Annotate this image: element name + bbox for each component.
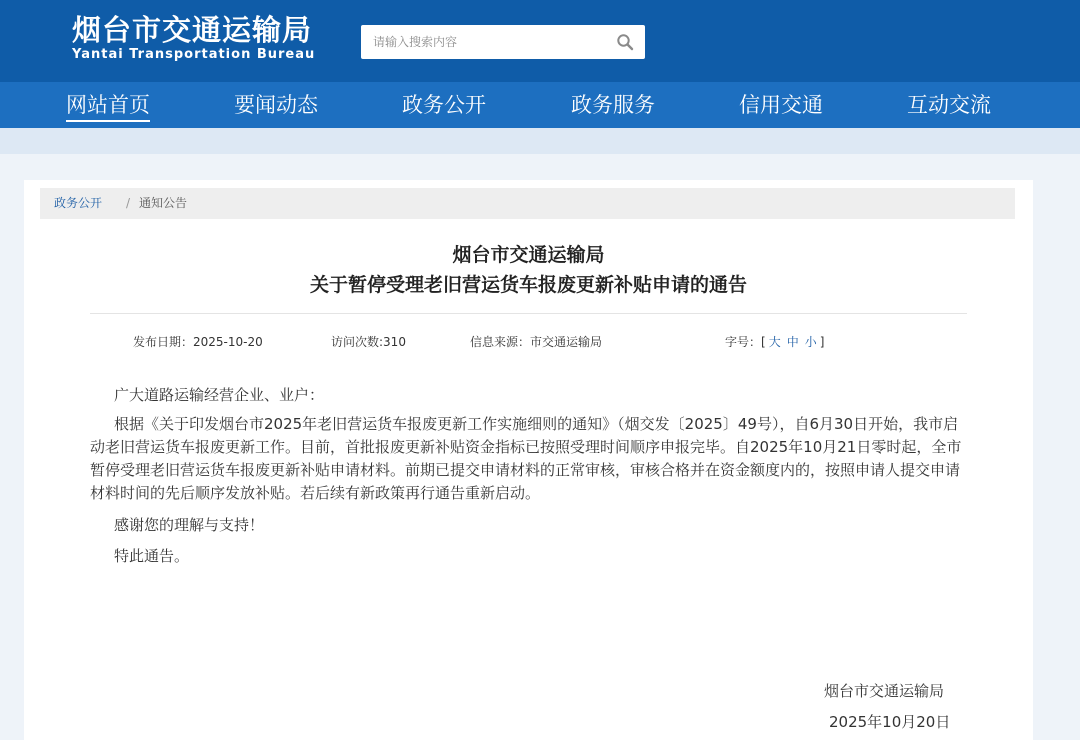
site-subtitle: Yantai Transportation Bureau [72, 47, 316, 62]
article-panel [24, 180, 1033, 740]
header-band [0, 128, 1080, 154]
nav-home[interactable]: 网站首页 [66, 82, 150, 128]
breadcrumb [40, 188, 1015, 219]
font-size-large-button[interactable]: 大 [768, 335, 781, 349]
font-size-close: ] [819, 335, 825, 349]
search-button[interactable] [611, 29, 639, 55]
article-title-org: 烟台市交通运输局 [452, 244, 605, 266]
font-size-label: 字号：[ [725, 335, 766, 349]
article-salutation: 广大道路运输经营企业、业户： [114, 386, 325, 404]
breadcrumb-current: 通知公告 [139, 196, 188, 210]
visit-count: 访问次数:310 [331, 335, 406, 349]
article-thanks: 感谢您的理解与支持！ [114, 516, 265, 534]
article-body: 根据《关于印发烟台市2025年老旧营运货车报废更新工作实施细则的通知》（烟交发〔2025〕49号），自6月30日开始，我市启动老旧营运货车报废更新工作。目前，首批报废更新补贴资金指标已按照受理时间顺序申报完毕。自2025年10月21日零时起，全市暂停受理老旧营运货车报废更新补贴申请材料。前期已提交申请材料的正常审核，审核合格并在资金额度内的，按照申请人提交申请材料时间的先后顺序发放补贴。若后续有新政策再行通告重新启动。 [90, 415, 962, 502]
nav-gov-services[interactable]: 政务服务 [571, 93, 655, 117]
article-closing: 特此通告。 [114, 547, 190, 565]
article-title: 关于暂停受理老旧营运货车报废更新补贴申请的通告 [309, 274, 747, 296]
nav-credit-transport[interactable]: 信用交通 [739, 93, 823, 117]
meta-divider [90, 313, 967, 314]
breadcrumb-separator: / [126, 196, 131, 210]
search-icon [616, 33, 634, 51]
main-nav [0, 82, 1080, 128]
signature-org: 烟台市交通运输局 [824, 682, 945, 700]
font-size-medium-button[interactable]: 中 [786, 335, 799, 349]
nav-gov-affairs-open[interactable]: 政务公开 [402, 93, 486, 117]
font-size-small-button[interactable]: 小 [804, 335, 817, 349]
font-size-control [725, 333, 824, 350]
publish-date: 发布日期：2025-10-20 [133, 335, 263, 349]
nav-news[interactable]: 要闻动态 [234, 93, 318, 117]
site-header [0, 0, 1080, 82]
info-source: 信息来源：市交通运输局 [470, 335, 603, 349]
site-title[interactable]: 烟台市交通运输局 [72, 13, 313, 47]
nav-interaction[interactable]: 互动交流 [907, 93, 991, 117]
breadcrumb-link-gov-affairs[interactable]: 政务公开 [54, 196, 103, 210]
signature-date: 2025年10月20日 [829, 713, 951, 731]
search-box [361, 25, 645, 59]
search-input[interactable] [361, 25, 613, 59]
